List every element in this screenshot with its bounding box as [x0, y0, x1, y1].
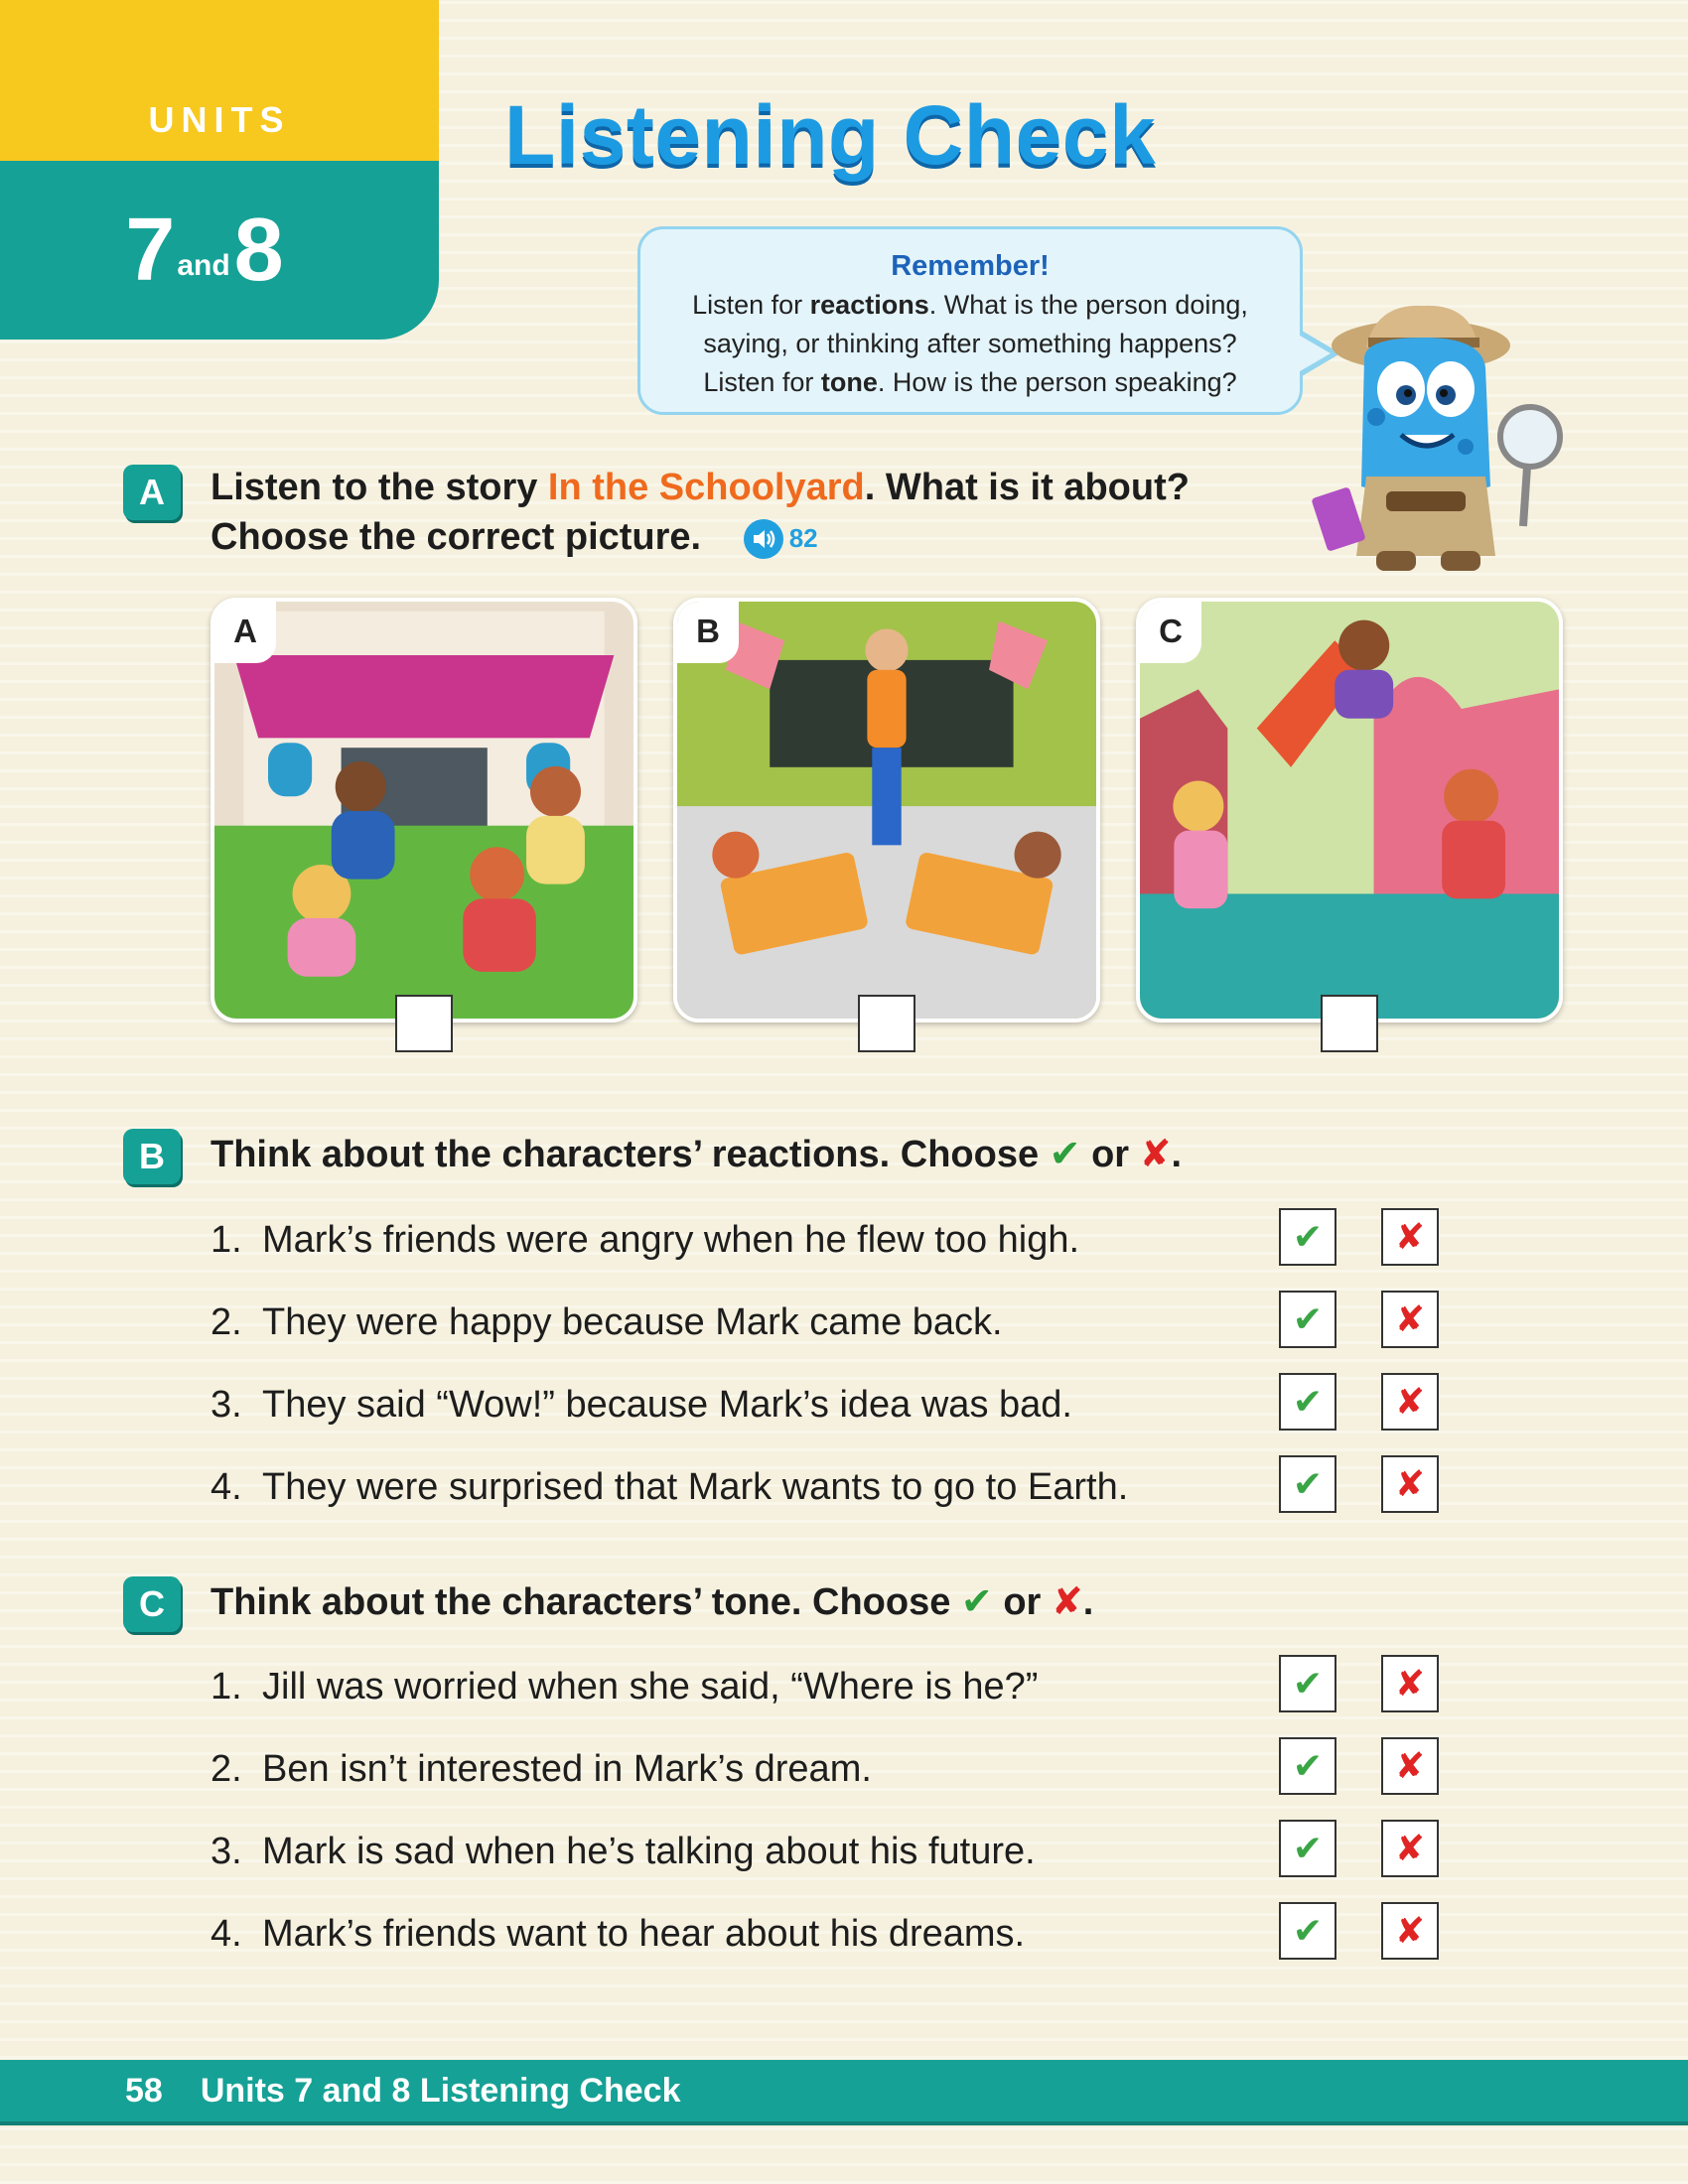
remember-bubble [637, 226, 1303, 415]
section-b-item-3-cross-box[interactable]: ✘ [1381, 1373, 1439, 1431]
speaker-icon [744, 519, 783, 559]
section-c-item-1-check-box[interactable]: ✔ [1279, 1655, 1336, 1712]
audio-track-number: 82 [788, 523, 818, 554]
section-b-instruction: Think about the characters’ reactions. Choose ✔ or ✘. [211, 1134, 1183, 1175]
picture-b-illustration [677, 602, 1096, 1019]
section-b-item-4-cross-box[interactable]: ✘ [1381, 1455, 1439, 1513]
section-c-item-1-cross-box[interactable]: ✘ [1381, 1655, 1439, 1712]
check-mark-icon: ✔ [1049, 1134, 1081, 1175]
picture-c[interactable] [1136, 598, 1563, 1023]
cross-mark-icon: ✘ [1051, 1581, 1083, 1623]
picture-a[interactable] [211, 598, 637, 1023]
page-footer [0, 2060, 1688, 2125]
section-c-item-4-check-box[interactable]: ✔ [1279, 1902, 1336, 1960]
section-b-item-3: 3. They said “Wow!” because Mark’s idea was bad. [211, 1384, 1072, 1426]
page-number: 58 [125, 2071, 163, 2110]
section-c-item-4-cross-box[interactable]: ✘ [1381, 1902, 1439, 1960]
section-c-item-4: 4. Mark’s friends want to hear about his dreams. [211, 1913, 1026, 1955]
picture-b-checkbox[interactable] [858, 995, 915, 1052]
picture-a-label: A [214, 602, 276, 663]
section-c-item-2: 2. Ben isn’t interested in Mark’s dream. [211, 1748, 872, 1790]
picture-c-checkbox[interactable] [1321, 995, 1378, 1052]
section-c-item-1: 1. Jill was worried when she said, “Where is he?” [211, 1666, 1039, 1707]
section-b-item-2: 2. They were happy because Mark came back. [211, 1301, 1003, 1343]
section-c-item-3-cross-box[interactable]: ✘ [1381, 1820, 1439, 1877]
page-title: Listening Check [504, 88, 1157, 182]
picture-a-illustration [214, 602, 633, 1019]
units-badge [0, 0, 439, 340]
remember-line-1: Listen for reactions. What is the person doing, [692, 290, 1248, 320]
footer-title: Units 7 and 8 Listening Check [200, 2071, 681, 2110]
picture-a-checkbox[interactable] [395, 995, 453, 1052]
section-b-item-4: 4. They were surprised that Mark wants to go to Earth. [211, 1466, 1129, 1508]
remember-line-3: Listen for tone. How is the person speaking? [703, 367, 1237, 397]
audio-track-button[interactable] [744, 519, 818, 559]
section-b-letter: B [123, 1129, 181, 1184]
check-mark-icon: ✔ [960, 1581, 993, 1623]
remember-line-2: saying, or thinking after something happens? [703, 329, 1237, 358]
section-c-item-2-check-box[interactable]: ✔ [1279, 1737, 1336, 1795]
picture-c-illustration [1140, 602, 1559, 1019]
section-b-item-3-check-box[interactable]: ✔ [1279, 1373, 1336, 1431]
section-a-letter: A [123, 465, 181, 520]
section-b-item-2-check-box[interactable]: ✔ [1279, 1291, 1336, 1348]
picture-b-label: B [677, 602, 739, 663]
units-and: and [177, 249, 230, 282]
units-label: UNITS [148, 99, 291, 140]
remember-heading: Remember! [891, 250, 1050, 282]
cross-mark-icon: ✘ [1139, 1134, 1172, 1175]
picture-c-label: C [1140, 602, 1201, 663]
units-second: 8 [233, 201, 284, 300]
section-b-item-1-cross-box[interactable]: ✘ [1381, 1208, 1439, 1266]
section-a-instruction: Listen to the story In the Schoolyard. What is it about? [211, 467, 1190, 508]
section-c-item-3: 3. Mark is sad when he’s talking about his future. [211, 1831, 1036, 1872]
units-first: 7 [125, 201, 176, 300]
picture-b[interactable] [673, 598, 1100, 1023]
units-number-band [0, 161, 439, 340]
section-b-item-4-check-box[interactable]: ✔ [1279, 1455, 1336, 1513]
detective-mascot-illustration [1307, 298, 1575, 581]
section-b-item-1-check-box[interactable]: ✔ [1279, 1208, 1336, 1266]
section-c-letter: C [123, 1576, 181, 1632]
section-b-item-1: 1. Mark’s friends were angry when he flew too high. [211, 1219, 1080, 1261]
story-name: In the Schoolyard [547, 467, 865, 508]
section-c-instruction: Think about the characters’ tone. Choose ✔ or ✘. [211, 1581, 1094, 1623]
section-a-instruction-line-2: Choose the correct picture. 82 [211, 516, 818, 558]
section-c-item-3-check-box[interactable]: ✔ [1279, 1820, 1336, 1877]
units-label-band [0, 0, 439, 161]
section-b-item-2-cross-box[interactable]: ✘ [1381, 1291, 1439, 1348]
section-c-item-2-cross-box[interactable]: ✘ [1381, 1737, 1439, 1795]
